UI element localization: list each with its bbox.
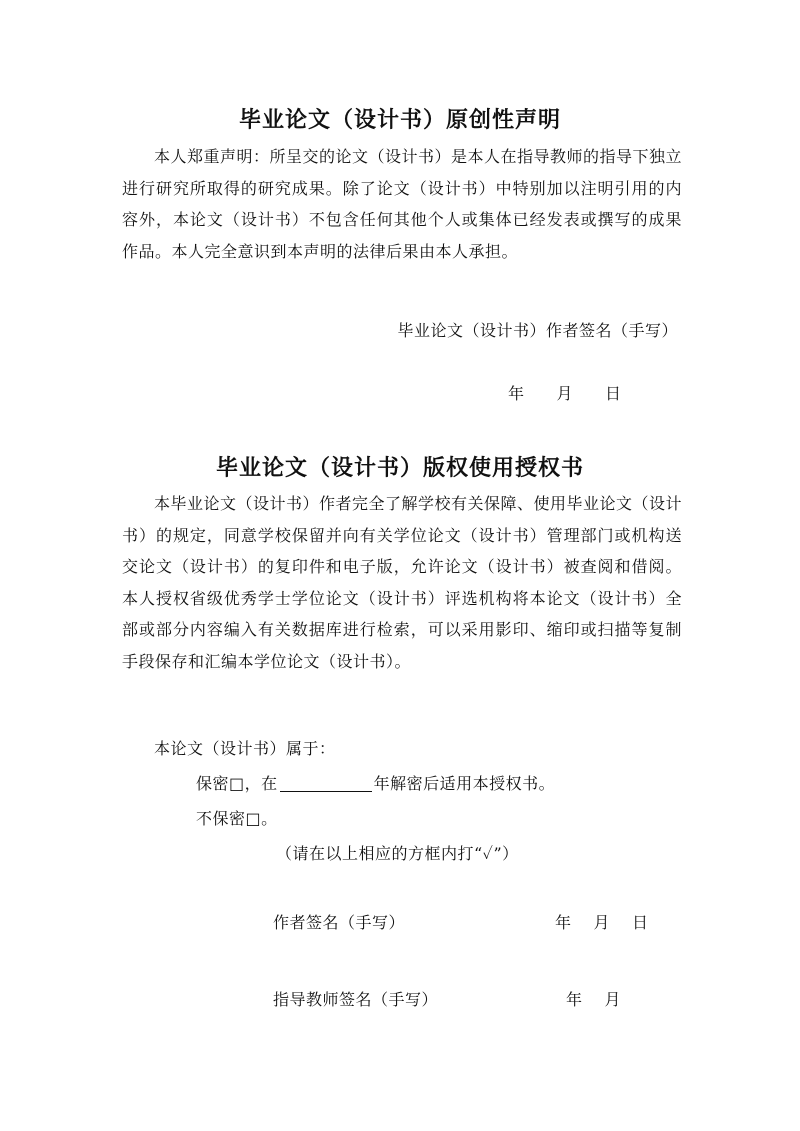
advisor-signature-label: 指导教师签名（手写） (273, 990, 439, 1009)
not-confidential-option: 不保密□。 (196, 809, 278, 828)
author-month-label: 月 (593, 913, 611, 932)
confidential-option (196, 771, 555, 794)
declaration-date (508, 381, 622, 404)
declaration-signature-label: 毕业论文（设计书）作者签名（手写） (397, 321, 678, 340)
decrypt-year-blank[interactable] (280, 775, 372, 792)
declaration-day-label: 日 (605, 384, 622, 403)
declaration-year-label: 年 (508, 384, 525, 403)
confidential-prefix: 保密□，在 (196, 774, 278, 793)
declaration-title: 毕业论文（设计书）原创性声明 (238, 107, 561, 133)
checkbox-instruction: （请在以上相应的方框内打“✓”） (276, 844, 519, 863)
advisor-signature-date (566, 987, 621, 1010)
author-year-label: 年 (555, 913, 572, 932)
author-signature-label: 作者签名（手写） (273, 913, 406, 932)
belongs-to-label: 本论文（设计书）属于： (154, 739, 336, 758)
author-signature-date (555, 910, 649, 933)
advisor-month-label: 月 (604, 990, 622, 1009)
declaration-body: 本人郑重声明：所呈交的论文（设计书）是本人在指导教师的指导下独立进行研究所取得的研究成果。除了论文（设计书）中特别加以注明引用的内容外，本论文（设计书）不包含任何其他个人或集体已经发表或撰写的成果作品。本人完全意识到本声明的法律后果由本人承担。 (122, 147, 683, 261)
authorization-title: 毕业论文（设计书）版权使用授权书 (215, 455, 584, 481)
author-day-label: 日 (632, 913, 649, 932)
advisor-year-label: 年 (566, 990, 583, 1009)
declaration-month-label: 月 (556, 384, 574, 403)
confidential-suffix: 年解密后适用本授权书。 (373, 774, 556, 793)
authorization-body: 本毕业论文（设计书）作者完全了解学校有关保障、使用毕业论文（设计书）的规定，同意学校保留并向有关学位论文（设计书）管理部门或机构送交论文（设计书）的复印件和电子版，允许论文（设计书）被查阅和借阅。本人授权省级优秀学士学位论文（设计书）评选机构将本论文（设计书）全部或部分内容编入有关数据库进行检索，可以采用影印、缩印或扫描等复制手段保存和汇编本学位论文（设计书）。 (122, 494, 683, 671)
